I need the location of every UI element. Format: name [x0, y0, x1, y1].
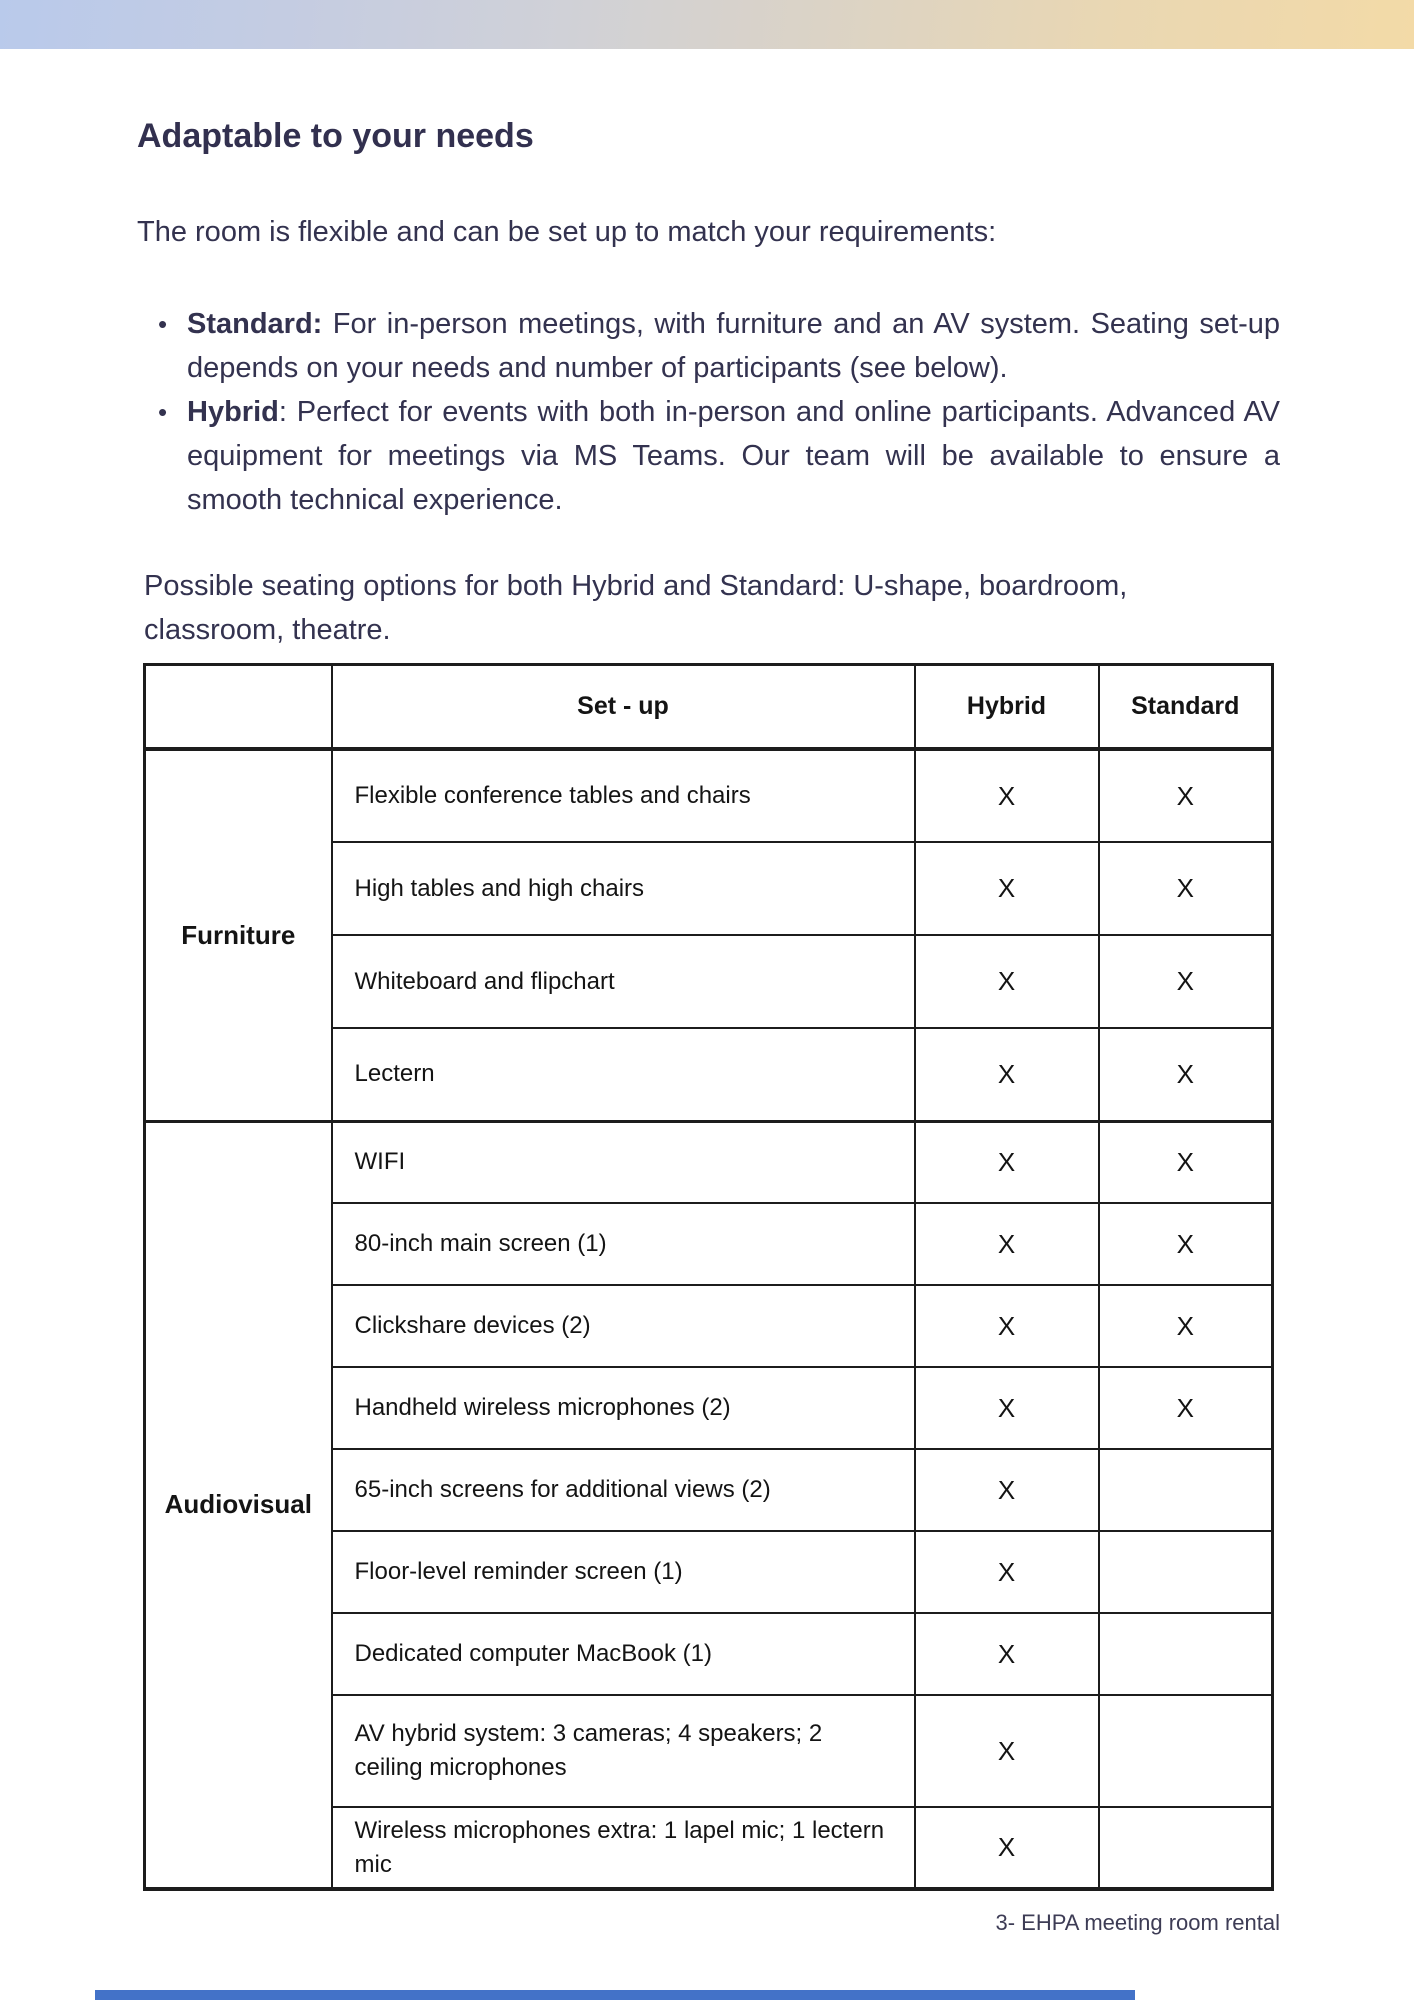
cell-hybrid: X: [915, 1203, 1099, 1285]
bullet-list: [137, 302, 1280, 522]
cell-standard: X: [1099, 1121, 1273, 1203]
bullet-label: Hybrid: [187, 396, 279, 428]
cell-standard: [1099, 1449, 1273, 1531]
cell-hybrid: X: [915, 1807, 1099, 1889]
seating-paragraph: Possible seating options for both Hybrid and Standard: U-shape, boardroom, classroom, theatre.: [144, 570, 1128, 646]
cell-standard: [1099, 1613, 1273, 1695]
group-cell-furniture: Furniture: [145, 749, 332, 1121]
column-header-hybrid: Hybrid: [915, 665, 1099, 750]
row-label: Floor-level reminder screen (1): [332, 1531, 915, 1613]
intro-paragraph: The room is flexible and can be set up to match your requirements:: [137, 216, 997, 248]
page-title: Adaptable to your needs: [137, 117, 534, 155]
column-header-standard: Standard: [1099, 665, 1273, 750]
page-footer: 3- EHPA meeting room rental: [995, 1910, 1280, 1935]
cell-standard: X: [1099, 1203, 1273, 1285]
cell-standard: X: [1099, 1367, 1273, 1449]
cell-hybrid: X: [915, 1285, 1099, 1367]
table-row: [145, 1121, 1273, 1203]
cell-hybrid: X: [915, 935, 1099, 1028]
cell-hybrid: X: [915, 1449, 1099, 1531]
cell-standard: X: [1099, 842, 1273, 935]
row-label: Handheld wireless microphones (2): [332, 1367, 915, 1449]
group-cell-audiovisual: Audiovisual: [145, 1121, 332, 1889]
table-row: [145, 749, 1273, 842]
corner-header: [145, 665, 332, 750]
row-label: Whiteboard and flipchart: [332, 935, 915, 1028]
cell-standard: [1099, 1695, 1273, 1807]
row-label: Dedicated computer MacBook (1): [332, 1613, 915, 1695]
row-label: WIFI: [332, 1121, 915, 1203]
row-label: 65-inch screens for additional views (2): [332, 1449, 915, 1531]
cell-hybrid: X: [915, 1531, 1099, 1613]
bullet-item-hybrid: [158, 390, 1280, 522]
bullet-icon: •: [158, 397, 168, 427]
cell-hybrid: X: [915, 1367, 1099, 1449]
cell-hybrid: X: [915, 1695, 1099, 1807]
bottom-accent-bar: [95, 1990, 1135, 2000]
row-label: Clickshare devices (2): [332, 1285, 915, 1367]
top-accent-bar: [0, 0, 1414, 49]
bullet-text: : Perfect for events with both in-person and online participants. Advanced AV equipment for meetings via MS Teams. Our team will be available to ensure a smooth technical experience.: [187, 396, 1280, 516]
row-label: AV hybrid system: 3 cameras; 4 speakers; 2 ceiling microphones: [332, 1695, 915, 1807]
cell-hybrid: X: [915, 842, 1099, 935]
cell-hybrid: X: [915, 1613, 1099, 1695]
setup-table: [143, 663, 1274, 1891]
cell-standard: [1099, 1531, 1273, 1613]
row-label: Flexible conference tables and chairs: [332, 749, 915, 842]
row-label: Wireless microphones extra: 1 lapel mic; 1 lectern mic: [332, 1807, 915, 1889]
cell-standard: X: [1099, 1285, 1273, 1367]
cell-standard: X: [1099, 935, 1273, 1028]
bullet-label: Standard:: [187, 308, 323, 340]
bullet-text: For in-person meetings, with furniture and an AV system. Seating set-up depends on your needs and number of participants (see below).: [187, 308, 1280, 384]
cell-standard: X: [1099, 1028, 1273, 1121]
cell-hybrid: X: [915, 749, 1099, 842]
bullet-item-standard: [158, 302, 1280, 390]
cell-standard: X: [1099, 749, 1273, 842]
cell-standard: [1099, 1807, 1273, 1889]
cell-hybrid: X: [915, 1028, 1099, 1121]
row-label: 80-inch main screen (1): [332, 1203, 915, 1285]
row-label: High tables and high chairs: [332, 842, 915, 935]
column-header-setup: Set - up: [332, 665, 915, 750]
row-label: Lectern: [332, 1028, 915, 1121]
table-header-row: [145, 665, 1273, 750]
cell-hybrid: X: [915, 1121, 1099, 1203]
page-content: [137, 49, 1280, 652]
bullet-icon: •: [158, 309, 168, 339]
